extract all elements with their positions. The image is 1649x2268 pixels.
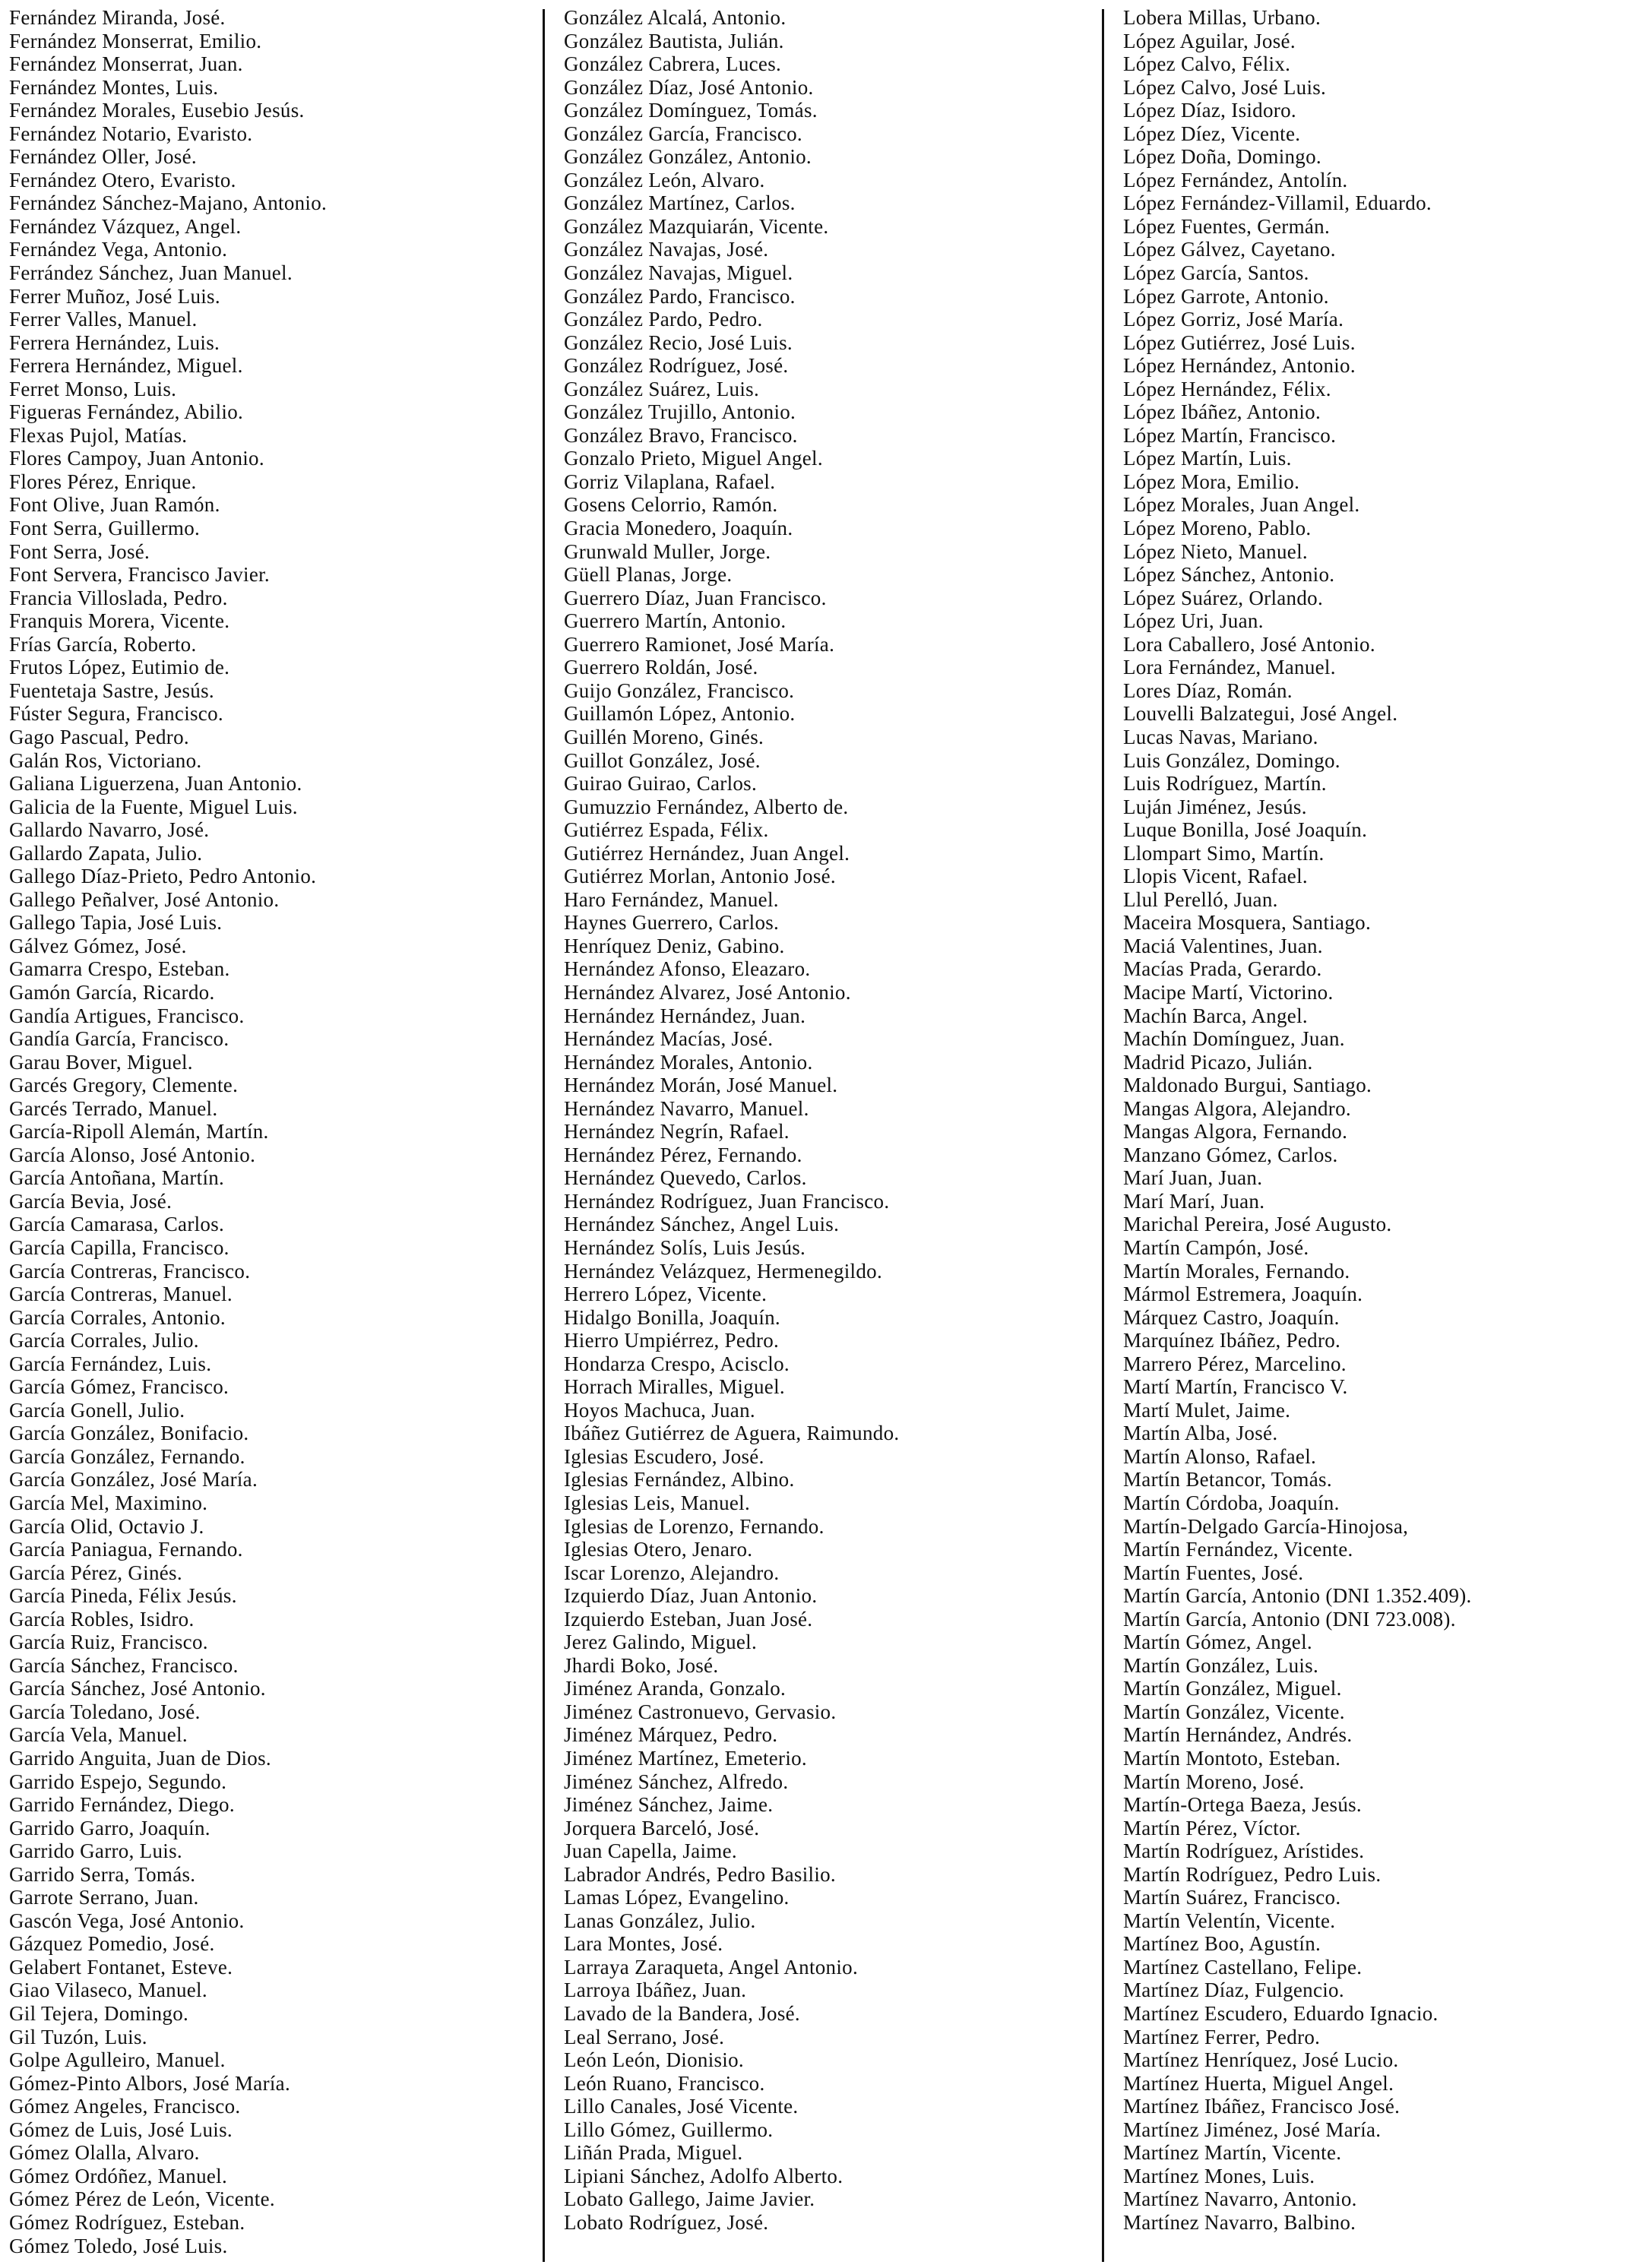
name-entry: Hernández Alvarez, José Antonio. — [564, 980, 851, 1004]
name-entry: Martín-Ortega Baeza, Jesús. — [1123, 1793, 1362, 1817]
name-entry: Ferrández Sánchez, Juan Manuel. — [9, 261, 293, 285]
name-entry: Galiana Liguerzena, Juan Antonio. — [9, 772, 302, 796]
name-entry: Fernández Notario, Evaristo. — [9, 122, 253, 145]
name-entry: García Toledano, José. — [9, 1700, 201, 1723]
name-entry: Ferrer Valles, Manuel. — [9, 308, 198, 331]
name-entry: Maceira Mosquera, Santiago. — [1123, 911, 1371, 935]
name-entry: González González, Antonio. — [564, 145, 812, 169]
name-entry: Lobera Millas, Urbano. — [1123, 6, 1321, 29]
name-entry: Horrach Miralles, Miguel. — [564, 1375, 785, 1399]
name-entry: Garrido Garro, Joaquín. — [9, 1816, 210, 1839]
name-entry: Martínez Boo, Agustín. — [1123, 1932, 1321, 1956]
name-column-3 — [1123, 6, 1647, 2235]
name-entry: Galán Ros, Victoriano. — [9, 748, 202, 772]
name-entry: Haro Fernández, Manuel. — [564, 887, 779, 911]
name-entry: Martín García, Antonio (DNI 1.352.409). — [1123, 1584, 1472, 1608]
name-entry: García Sánchez, Francisco. — [9, 1653, 239, 1677]
name-entry: García-Ripoll Alemán, Martín. — [9, 1120, 269, 1143]
name-entry: Hernández Morales, Antonio. — [564, 1050, 813, 1074]
name-entry: Izquierdo Díaz, Juan Antonio. — [564, 1584, 818, 1608]
name-entry: Ferrera Hernández, Miguel. — [9, 354, 243, 378]
name-entry: Hernández Navarro, Manuel. — [564, 1096, 809, 1120]
name-entry: López Uri, Juan. — [1123, 609, 1264, 633]
name-entry: González Suárez, Luis. — [564, 377, 759, 400]
name-entry: García Corrales, Julio. — [9, 1329, 199, 1352]
name-entry: Jerez Galindo, Miguel. — [564, 1631, 758, 1654]
name-entry: Luque Bonilla, José Joaquín. — [1123, 818, 1368, 842]
name-entry: Iglesias Otero, Jenaro. — [564, 1538, 753, 1561]
name-entry: Juan Capella, Jaime. — [564, 1839, 737, 1863]
name-entry: García Ruiz, Francisco. — [9, 1631, 208, 1654]
column-divider-2 — [1102, 9, 1104, 2262]
name-entry: Guerrero Díaz, Juan Francisco. — [564, 586, 827, 609]
name-entry: Jorquera Barceló, José. — [564, 1816, 760, 1839]
name-entry: Gázquez Pomedio, José. — [9, 1932, 215, 1956]
name-entry: Llul Perelló, Juan. — [1123, 887, 1278, 911]
name-entry: Martín Pérez, Víctor. — [1123, 1816, 1301, 1839]
name-entry: López Fuentes, Germán. — [1123, 214, 1331, 238]
name-entry: Guerrero Martín, Antonio. — [564, 609, 787, 633]
name-entry: Larroya Ibáñez, Juan. — [564, 1979, 747, 2002]
name-entry: López Fernández, Antolín. — [1123, 168, 1348, 191]
name-entry: López Calvo, José Luis. — [1123, 75, 1327, 99]
name-entry: Maciá Valentines, Juan. — [1123, 934, 1323, 957]
name-column-1 — [9, 6, 518, 2257]
name-entry: Iglesias de Lorenzo, Fernando. — [564, 1514, 824, 1538]
name-entry: Fernández Morales, Eusebio Jesús. — [9, 99, 305, 122]
name-entry: Hernández Rodríguez, Juan Francisco. — [564, 1189, 890, 1213]
name-entry: Garrido Espejo, Segundo. — [9, 1770, 227, 1793]
name-entry: González Pardo, Pedro. — [564, 308, 763, 331]
name-entry: Martínez Huerta, Miguel Angel. — [1123, 2071, 1394, 2095]
name-entry: Golpe Agulleiro, Manuel. — [9, 2048, 226, 2072]
name-entry: González Recio, José Luis. — [564, 331, 793, 354]
name-entry: Guillén Moreno, Ginés. — [564, 725, 764, 748]
name-entry: Izquierdo Esteban, Juan José. — [564, 1607, 813, 1631]
name-entry: Hernández Quevedo, Carlos. — [564, 1166, 807, 1190]
name-entry: Martínez Navarro, Balbino. — [1123, 2210, 1356, 2234]
name-entry: León Ruano, Francisco. — [564, 2071, 765, 2095]
name-entry: Gómez-Pinto Albors, José María. — [9, 2071, 291, 2095]
name-entry: Flexas Pujol, Matías. — [9, 423, 188, 447]
name-entry: Gómez Ordóñez, Manuel. — [9, 2164, 228, 2187]
name-entry: Iglesias Escudero, José. — [564, 1444, 764, 1468]
name-entry: López Díez, Vicente. — [1123, 122, 1301, 145]
name-entry: Fernández Vázquez, Angel. — [9, 214, 242, 238]
name-entry: Guirao Guirao, Carlos. — [564, 772, 758, 796]
name-entry: Lucas Navas, Mariano. — [1123, 725, 1318, 748]
name-entry: Martín Montoto, Esteban. — [1123, 1747, 1341, 1770]
name-entry: Martínez Henríquez, José Lucio. — [1123, 2048, 1399, 2072]
name-entry: García Fernández, Luis. — [9, 1352, 212, 1375]
name-entry: Machín Domínguez, Juan. — [1123, 1027, 1345, 1051]
name-entry: Garau Bover, Miguel. — [9, 1050, 193, 1074]
name-entry: González Pardo, Francisco. — [564, 284, 796, 308]
name-entry: García González, Fernando. — [9, 1444, 245, 1468]
name-entry: García Antoñana, Martín. — [9, 1166, 225, 1190]
name-entry: García González, Bonifacio. — [9, 1422, 249, 1445]
name-entry: López Garrote, Antonio. — [1123, 284, 1329, 308]
name-entry: Martín Gómez, Angel. — [1123, 1631, 1312, 1654]
name-entry: Martínez Escudero, Eduardo Ignacio. — [1123, 2002, 1439, 2026]
name-entry: Garrido Anguita, Juan de Dios. — [9, 1747, 271, 1770]
name-entry: Güell Planas, Jorge. — [564, 563, 733, 587]
name-entry: Gómez de Luis, José Luis. — [9, 2118, 233, 2141]
name-entry: García Corrales, Antonio. — [9, 1305, 226, 1329]
name-entry: Gutiérrez Morlan, Antonio José. — [564, 865, 836, 888]
name-entry: López Moreno, Pablo. — [1123, 517, 1312, 540]
name-entry: Garrote Serrano, Juan. — [9, 1886, 199, 1909]
name-entry: Gamarra Crespo, Esteban. — [9, 957, 230, 981]
name-entry: Martín Alonso, Rafael. — [1123, 1444, 1317, 1468]
name-entry: García González, José María. — [9, 1468, 258, 1491]
name-entry: Martí Martín, Francisco V. — [1123, 1375, 1348, 1399]
name-entry: Hernández Sánchez, Angel Luis. — [564, 1213, 840, 1236]
name-entry: Font Olive, Juan Ramón. — [9, 493, 220, 517]
name-entry: Gil Tuzón, Luis. — [9, 2025, 147, 2048]
name-entry: Martínez Martín, Vicente. — [1123, 2141, 1342, 2165]
name-entry: Liñán Prada, Miguel. — [564, 2141, 743, 2165]
name-entry: Fúster Segura, Francisco. — [9, 702, 223, 726]
name-entry: Marquínez Ibáñez, Pedro. — [1123, 1329, 1341, 1352]
name-entry: Iscar Lorenzo, Alejandro. — [564, 1561, 780, 1584]
name-entry: Gelabert Fontanet, Esteve. — [9, 1955, 233, 1979]
name-entry: Fernández Oller, José. — [9, 145, 197, 169]
name-entry: Ibáñez Gutiérrez de Aguera, Raimundo. — [564, 1422, 900, 1445]
name-entry: Martín Velentín, Vicente. — [1123, 1909, 1336, 1932]
name-entry: López Martín, Francisco. — [1123, 423, 1337, 447]
name-entry: Guerrero Ramionet, José María. — [564, 632, 835, 656]
name-entry: Martín Fuentes, José. — [1123, 1561, 1304, 1584]
name-entry: Llompart Simo, Martín. — [1123, 841, 1325, 865]
name-entry: García Sánchez, José Antonio. — [9, 1677, 266, 1700]
name-entry: González Rodríguez, José. — [564, 354, 789, 378]
name-entry: Martín González, Vicente. — [1123, 1700, 1345, 1723]
name-entry: Gosens Celorrio, Ramón. — [564, 493, 778, 517]
name-entry: Guillot González, José. — [564, 748, 761, 772]
name-entry: Gandía Artigues, Francisco. — [9, 1004, 245, 1027]
name-entry: López Doña, Domingo. — [1123, 145, 1321, 169]
name-entry: Martínez Ferrer, Pedro. — [1123, 2025, 1321, 2048]
name-entry: González Martínez, Carlos. — [564, 191, 796, 215]
name-entry: Madrid Picazo, Julián. — [1123, 1050, 1313, 1074]
name-entry: Lamas López, Evangelino. — [564, 1886, 790, 1909]
name-entry: Flores Campoy, Juan Antonio. — [9, 447, 264, 470]
name-column-2 — [564, 6, 1078, 2235]
name-entry: Grunwald Muller, Jorge. — [564, 539, 771, 563]
name-entry: García Alonso, José Antonio. — [9, 1143, 256, 1166]
name-entry: Jiménez Sánchez, Alfredo. — [564, 1770, 789, 1793]
name-entry: Hernández Macías, José. — [564, 1027, 774, 1051]
name-entry: Gómez Olalla, Alvaro. — [9, 2141, 200, 2165]
name-entry: Fernández Monserrat, Emilio. — [9, 29, 262, 52]
name-entry: Hernández Negrín, Rafael. — [564, 1120, 790, 1143]
name-entry: Gutiérrez Hernández, Juan Angel. — [564, 841, 850, 865]
name-entry: Ferrer Muñoz, José Luis. — [9, 284, 220, 308]
name-entry: González Alcalá, Antonio. — [564, 6, 787, 29]
name-entry: León León, Dionisio. — [564, 2048, 744, 2072]
name-entry: Font Servera, Francisco Javier. — [9, 563, 270, 587]
name-entry: Hondarza Crespo, Acisclo. — [564, 1352, 790, 1375]
name-entry: Martín Betancor, Tomás. — [1123, 1468, 1332, 1491]
name-entry: Gamón García, Ricardo. — [9, 980, 215, 1004]
name-entry: López Gorriz, José María. — [1123, 308, 1344, 331]
name-entry: Fernández Vega, Antonio. — [9, 238, 228, 261]
name-entry: López Aguilar, José. — [1123, 29, 1296, 52]
name-entry: Leal Serrano, José. — [564, 2025, 725, 2048]
name-entry: Martí Mulet, Jaime. — [1123, 1398, 1291, 1422]
name-entry: Martínez Jiménez, José María. — [1123, 2118, 1382, 2141]
name-entry: Martín Hernández, Andrés. — [1123, 1723, 1353, 1747]
name-entry: Fernández Miranda, José. — [9, 6, 226, 29]
name-entry: Guijo González, Francisco. — [564, 679, 795, 702]
name-entry: Martín Fernández, Vicente. — [1123, 1538, 1353, 1561]
column-divider-1 — [543, 9, 545, 2262]
name-entry: Luis González, Domingo. — [1123, 748, 1340, 772]
name-entry: Martín-Delgado García-Hinojosa, — [1123, 1514, 1409, 1538]
name-entry: Gago Pascual, Pedro. — [9, 725, 189, 748]
name-entry: Jiménez Martínez, Emeterio. — [564, 1747, 807, 1770]
name-entry: Martín González, Miguel. — [1123, 1677, 1342, 1700]
name-entry: Fernández Sánchez-Majano, Antonio. — [9, 191, 328, 215]
name-entry: Hernández Hernández, Juan. — [564, 1004, 806, 1027]
name-entry: García Contreras, Manuel. — [9, 1283, 233, 1306]
name-entry: González García, Francisco. — [564, 122, 802, 145]
name-entry: Garcés Terrado, Manuel. — [9, 1096, 218, 1120]
name-entry: Martínez Díaz, Fulgencio. — [1123, 1979, 1344, 2002]
name-entry: Garrido Fernández, Diego. — [9, 1793, 235, 1817]
name-entry: Martín Campón, José. — [1123, 1235, 1309, 1259]
name-entry: Gonzalo Prieto, Miguel Angel. — [564, 447, 823, 470]
name-entry: Gutiérrez Espada, Félix. — [564, 818, 769, 842]
name-entry: Martín Rodríguez, Arístides. — [1123, 1839, 1365, 1863]
name-entry: Lora Caballero, José Antonio. — [1123, 632, 1375, 656]
name-entry: Figueras Fernández, Abilio. — [9, 400, 244, 424]
name-entry: Marí Marí, Juan. — [1123, 1189, 1265, 1213]
name-entry: Hidalgo Bonilla, Joaquín. — [564, 1305, 780, 1329]
name-entry: Marí Juan, Juan. — [1123, 1166, 1263, 1190]
name-entry: Font Serra, José. — [9, 539, 150, 563]
name-entry: Lobato Rodríguez, José. — [564, 2210, 769, 2234]
name-entry: Hernández Afonso, Eleazaro. — [564, 957, 811, 981]
name-entry: Iglesias Fernández, Albino. — [564, 1468, 795, 1491]
name-entry: Martínez Navarro, Antonio. — [1123, 2187, 1357, 2211]
name-entry: Mangas Algora, Alejandro. — [1123, 1096, 1351, 1120]
name-entry: García Gonell, Julio. — [9, 1398, 185, 1422]
name-entry: Lanas González, Julio. — [564, 1909, 756, 1932]
name-entry: García Gómez, Francisco. — [9, 1375, 229, 1399]
name-entry: Galicia de la Fuente, Miguel Luis. — [9, 795, 298, 818]
name-entry: López Fernández-Villamil, Eduardo. — [1123, 191, 1432, 215]
name-entry: Gascón Vega, José Antonio. — [9, 1909, 245, 1932]
name-entry: González Bravo, Francisco. — [564, 423, 798, 447]
name-entry: Ferrera Hernández, Luis. — [9, 331, 220, 354]
name-entry: Fuentetaja Sastre, Jesús. — [9, 679, 214, 702]
name-entry: Mangas Algora, Fernando. — [1123, 1120, 1348, 1143]
name-entry: Gracia Monedero, Joaquín. — [564, 517, 793, 540]
name-entry: González Navajas, José. — [564, 238, 769, 261]
name-entry: Francia Villoslada, Pedro. — [9, 586, 228, 609]
name-entry: Giao Vilaseco, Manuel. — [9, 1979, 207, 2002]
name-entry: Martín Rodríguez, Pedro Luis. — [1123, 1862, 1382, 1886]
name-entry: Jiménez Márquez, Pedro. — [564, 1723, 778, 1747]
name-entry: Labrador Andrés, Pedro Basilio. — [564, 1862, 836, 1886]
name-entry: Guillamón López, Antonio. — [564, 702, 796, 726]
name-entry: Gallego Tapia, José Luis. — [9, 911, 223, 935]
name-entry: Gálvez Gómez, José. — [9, 934, 187, 957]
name-entry: López Nieto, Manuel. — [1123, 539, 1308, 563]
name-entry: García Olid, Octavio J. — [9, 1514, 204, 1538]
name-entry: Guerrero Roldán, José. — [564, 656, 758, 679]
name-entry: Gorriz Vilaplana, Rafael. — [564, 470, 776, 493]
name-entry: Font Serra, Guillermo. — [9, 517, 201, 540]
name-entry: Louvelli Balzategui, José Angel. — [1123, 702, 1398, 726]
name-entry: García Bevia, José. — [9, 1189, 172, 1213]
name-entry: Martín Suárez, Francisco. — [1123, 1886, 1341, 1909]
name-entry: Gandía García, Francisco. — [9, 1027, 229, 1051]
name-entry: Gómez Angeles, Francisco. — [9, 2095, 241, 2118]
name-entry: Lipiani Sánchez, Adolfo Alberto. — [564, 2164, 843, 2187]
name-entry: Lora Fernández, Manuel. — [1123, 656, 1336, 679]
name-entry: Manzano Gómez, Carlos. — [1123, 1143, 1338, 1166]
name-entry: González Díaz, José Antonio. — [564, 75, 814, 99]
name-entry: López Calvo, Félix. — [1123, 52, 1291, 76]
name-entry: García Contreras, Francisco. — [9, 1259, 251, 1283]
name-entry: Gallego Peñalver, José Antonio. — [9, 887, 280, 911]
name-entry: López Mora, Emilio. — [1123, 470, 1300, 493]
name-entry: González León, Alvaro. — [564, 168, 765, 191]
name-entry: Hierro Umpiérrez, Pedro. — [564, 1329, 780, 1352]
name-entry: Lara Montes, José. — [564, 1932, 723, 1956]
name-entry: Machín Barca, Angel. — [1123, 1004, 1308, 1027]
name-entry: Garrido Garro, Luis. — [9, 1839, 182, 1863]
name-entry: Ferret Monso, Luis. — [9, 377, 177, 400]
name-entry: Gómez Toledo, José Luis. — [9, 2234, 228, 2257]
name-entry: Frutos López, Eutimio de. — [9, 656, 230, 679]
name-entry: López Suárez, Orlando. — [1123, 586, 1323, 609]
name-entry: García Capilla, Francisco. — [9, 1235, 229, 1259]
name-entry: Martínez Castellano, Felipe. — [1123, 1955, 1363, 1979]
name-entry: González Mazquiarán, Vicente. — [564, 214, 829, 238]
name-entry: Gil Tejera, Domingo. — [9, 2002, 189, 2026]
name-entry: López Hernández, Félix. — [1123, 377, 1331, 400]
name-entry: García Camarasa, Carlos. — [9, 1213, 225, 1236]
name-entry: Márquez Castro, Joaquín. — [1123, 1305, 1340, 1329]
name-entry: Gómez Pérez de León, Vicente. — [9, 2187, 275, 2211]
name-entry: Hernández Solís, Luis Jesús. — [564, 1235, 806, 1259]
name-entry: González Navajas, Miguel. — [564, 261, 793, 285]
name-entry: Marrero Pérez, Marcelino. — [1123, 1352, 1347, 1375]
name-entry: Gallego Díaz-Prieto, Pedro Antonio. — [9, 865, 317, 888]
name-entry: García Robles, Isidro. — [9, 1607, 195, 1631]
name-entry: Hernández Morán, José Manuel. — [564, 1074, 838, 1097]
name-entry: López Hernández, Antonio. — [1123, 354, 1356, 378]
name-entry: Jiménez Castronuevo, Gervasio. — [564, 1700, 837, 1723]
name-entry: Lores Díaz, Román. — [1123, 679, 1293, 702]
name-entry: López Ibáñez, Antonio. — [1123, 400, 1321, 424]
name-entry: López Sánchez, Antonio. — [1123, 563, 1335, 587]
name-entry: González Bautista, Julián. — [564, 29, 784, 52]
name-entry: Martín García, Antonio (DNI 723.008). — [1123, 1607, 1456, 1631]
name-entry: Herrero López, Vicente. — [564, 1283, 768, 1306]
name-entry: Macipe Martí, Victorino. — [1123, 980, 1334, 1004]
name-entry: Luis Rodríguez, Martín. — [1123, 772, 1327, 796]
name-entry: García Pérez, Ginés. — [9, 1561, 182, 1584]
name-entry: Martín González, Luis. — [1123, 1653, 1319, 1677]
name-entry: Jiménez Sánchez, Jaime. — [564, 1793, 774, 1817]
name-entry: Llopis Vicent, Rafael. — [1123, 865, 1308, 888]
name-entry: López Martín, Luis. — [1123, 447, 1292, 470]
name-entry: Martín Moreno, José. — [1123, 1770, 1305, 1793]
name-entry: Iglesias Leis, Manuel. — [564, 1491, 751, 1514]
name-entry: Gallardo Zapata, Julio. — [9, 841, 203, 865]
name-entry: Lavado de la Bandera, José. — [564, 2002, 800, 2026]
name-entry: Jhardi Boko, José. — [564, 1653, 719, 1677]
name-entry: García Mel, Maximino. — [9, 1491, 208, 1514]
name-entry: Mármol Estremera, Joaquín. — [1123, 1283, 1363, 1306]
name-entry: Macías Prada, Gerardo. — [1123, 957, 1322, 981]
name-entry: Garcés Gregory, Clemente. — [9, 1074, 239, 1097]
name-entry: Lillo Canales, José Vicente. — [564, 2095, 799, 2118]
name-entry: Flores Pérez, Enrique. — [9, 470, 197, 493]
name-entry: Garrido Serra, Tomás. — [9, 1862, 196, 1886]
name-entry: López Díaz, Isidoro. — [1123, 99, 1296, 122]
name-entry: Lobato Gallego, Jaime Javier. — [564, 2187, 815, 2211]
name-entry: Henríquez Deniz, Gabino. — [564, 934, 785, 957]
name-entry: Hoyos Machuca, Juan. — [564, 1398, 755, 1422]
name-entry: Fernández Otero, Evaristo. — [9, 168, 236, 191]
name-entry: Haynes Guerrero, Carlos. — [564, 911, 780, 935]
name-entry: García Vela, Manuel. — [9, 1723, 188, 1747]
name-entry: Gallardo Navarro, José. — [9, 818, 210, 842]
name-entry: Martínez Ibáñez, Francisco José. — [1123, 2095, 1401, 2118]
name-entry: García Pineda, Félix Jesús. — [9, 1584, 237, 1608]
name-entry: González Domínguez, Tomás. — [564, 99, 818, 122]
name-entry: Gumuzzio Fernández, Alberto de. — [564, 795, 849, 818]
name-entry: Martínez Mones, Luis. — [1123, 2164, 1315, 2187]
name-entry: Hernández Velázquez, Hermenegildo. — [564, 1259, 883, 1283]
name-entry: Maldonado Burgui, Santiago. — [1123, 1074, 1372, 1097]
name-entry: Jiménez Aranda, Gonzalo. — [564, 1677, 787, 1700]
name-entry: López Gutiérrez, José Luis. — [1123, 331, 1356, 354]
name-entry: López Morales, Juan Angel. — [1123, 493, 1360, 517]
name-entry: Marichal Pereira, José Augusto. — [1123, 1213, 1392, 1236]
name-entry: Luján Jiménez, Jesús. — [1123, 795, 1307, 818]
name-entry: Martín Morales, Fernando. — [1123, 1259, 1350, 1283]
name-entry: García Paniagua, Fernando. — [9, 1538, 243, 1561]
name-entry: López García, Santos. — [1123, 261, 1309, 285]
name-entry: Frías García, Roberto. — [9, 632, 197, 656]
name-entry: González Trujillo, Antonio. — [564, 400, 796, 424]
name-entry: López Gálvez, Cayetano. — [1123, 238, 1336, 261]
name-entry: Martín Córdoba, Joaquín. — [1123, 1491, 1340, 1514]
name-entry: Franquis Morera, Vicente. — [9, 609, 230, 633]
name-entry: Martín Alba, José. — [1123, 1422, 1278, 1445]
name-entry: Lillo Gómez, Guillermo. — [564, 2118, 774, 2141]
name-entry: González Cabrera, Luces. — [564, 52, 782, 76]
name-entry: Gómez Rodríguez, Esteban. — [9, 2210, 245, 2234]
name-entry: Hernández Pérez, Fernando. — [564, 1143, 802, 1166]
name-entry: Fernández Monserrat, Juan. — [9, 52, 243, 76]
name-entry: Fernández Montes, Luis. — [9, 75, 219, 99]
name-entry: Larraya Zaraqueta, Angel Antonio. — [564, 1955, 859, 1979]
